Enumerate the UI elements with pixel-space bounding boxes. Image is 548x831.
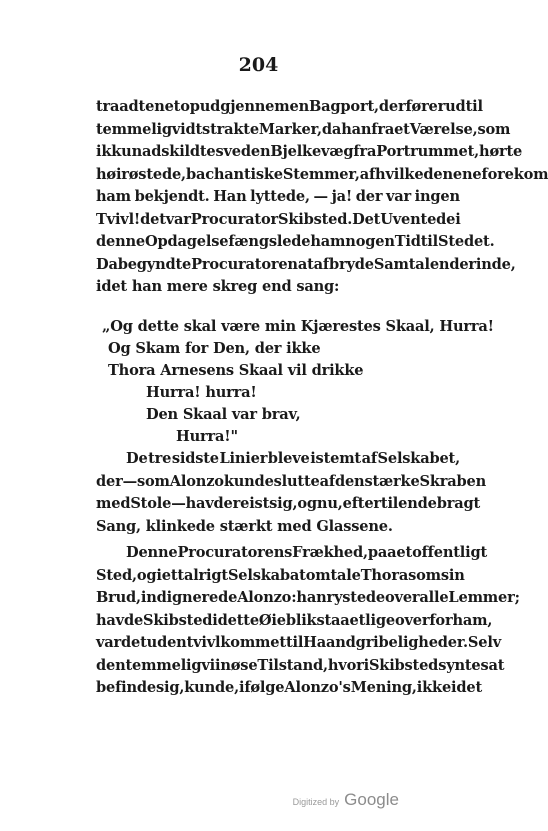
verse-line: Og Skam for Den, der ikke	[108, 340, 321, 357]
verse-line: Den Skaal var brav,	[146, 406, 301, 423]
text-line: Denne Procuratorens Frækhed, paa et offentligt	[126, 544, 488, 561]
text-line: Tvivl! det var Procurator Skibsted. Det Uventede i	[96, 210, 461, 228]
text-line: Sted, og i et talrigt Selskab at omtale Thora som sin	[96, 566, 465, 584]
page-number: 204	[238, 54, 279, 76]
text-line: var det udentvivl kommet til Haandgribeligheder. Selv	[96, 634, 501, 651]
paragraph-1	[96, 96, 548, 299]
text-line: med Stole — havde reist sig, og nu, efter tilendebragt	[96, 495, 481, 512]
google-logo: Google	[344, 790, 399, 809]
text-line: der — som Alonzo kunde slutte af den stærke Skraben	[96, 472, 487, 490]
text-line: De tre sidste Linier bleve istemt af Selskabet,	[126, 450, 460, 467]
verse-line: „Og dette skal være min Kjærestes Skaal, Hurra!	[102, 318, 494, 335]
text-line: høirøstede, bachantiske Stemmer, af hvilke den ene forekom	[96, 165, 548, 183]
paragraph-3	[96, 542, 520, 700]
paragraph-2	[96, 448, 487, 538]
text-line: befinde sig, kunde, ifølge Alonzo's Mening, ikke i det	[96, 679, 483, 696]
text-line: Da begyndte Procuratoren at afbryde Samtalen derinde,	[96, 255, 516, 273]
verse-line: Hurra! hurra!	[146, 384, 257, 401]
text-line: Brud, indignerede Alonzo: han rystede over alle Lemmer;	[96, 589, 520, 606]
text-line: traadte netop ud gjennem en Bagport, der fører ud til	[96, 98, 483, 115]
verse-block	[96, 316, 494, 448]
text-line: den temmelig viinøse Tilstand, hvori Skibsted syntes at	[96, 656, 505, 674]
text-line: idet han mere skreg end sang:	[96, 278, 340, 295]
text-line: denne Opdagelse fængslede ham nogen Tid til Stedet.	[96, 233, 495, 250]
digitization-credit	[293, 790, 399, 810]
text-line: temmelig vidtstrakte Marker, da han fra et Værelse, som	[96, 120, 511, 138]
text-line: Sang, klinkede stærkt med Glassene.	[96, 517, 393, 535]
verse-line: Thora Arnesens Skaal vil drikke	[108, 362, 364, 379]
text-line: ikkun adskildtes ved en Bjelkevæg fra Portrummet, hørte	[96, 143, 523, 160]
digitized-by-label: Digitized by	[292, 797, 340, 807]
verse-line: Hurra!"	[176, 428, 238, 445]
text-line: havde Skibsted i dette Øieblik staaet ligeoverfor ham,	[96, 611, 493, 629]
text-line: ham bekjendt. Han lyttede, — ja! der var ingen	[96, 188, 460, 205]
